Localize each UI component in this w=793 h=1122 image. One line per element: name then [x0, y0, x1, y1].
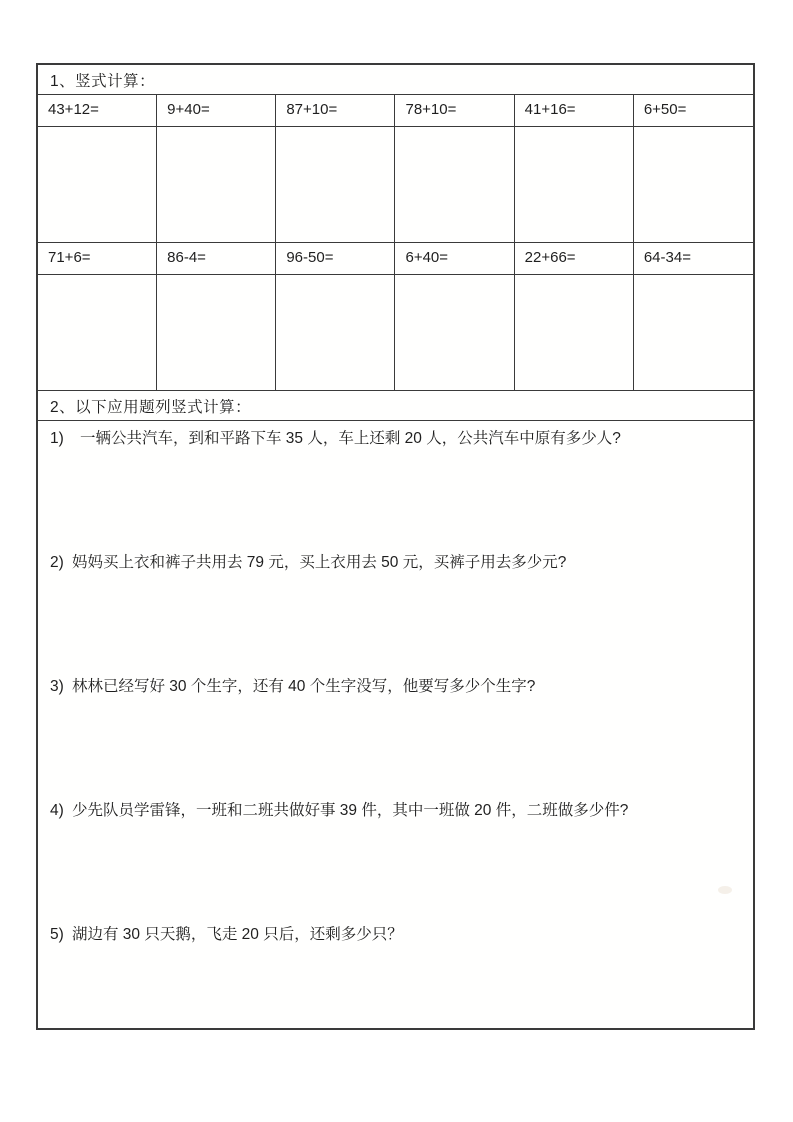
problem-text: 林林已经写好 30 个生字，还有 40 个生字没写，他要写多少个生字?: [72, 678, 536, 695]
calc-grid: [38, 95, 753, 391]
calc-problem: 64-34=: [634, 243, 753, 275]
workspace-cell: [276, 275, 395, 391]
workspace-cell: [157, 275, 276, 391]
workspace-cell: [515, 127, 634, 243]
word-problem-4: [48, 801, 739, 821]
workspace-cell: [38, 275, 157, 391]
word-problem-5: [48, 925, 739, 945]
problem-number: 5): [50, 926, 64, 943]
problem-number: 2): [50, 554, 64, 571]
worksheet-table: [36, 63, 755, 1030]
problem-number: 1): [50, 430, 64, 447]
word-problems-area: [38, 421, 753, 1025]
section2-header: [38, 391, 753, 421]
scan-smudge: [718, 886, 732, 894]
workspace-cell: [157, 127, 276, 243]
workspace-cell: [515, 275, 634, 391]
workspace-cell: [395, 127, 514, 243]
workspace-cell: [634, 127, 753, 243]
calc-problem: 86-4=: [157, 243, 276, 275]
workspace-cell: [38, 127, 157, 243]
calc-problem: 41+16=: [515, 95, 634, 127]
calc-problem: 96-50=: [276, 243, 395, 275]
workspace-cell: [634, 275, 753, 391]
calc-problem: 43+12=: [38, 95, 157, 127]
word-problem-2: [48, 553, 739, 573]
problem-number: 4): [50, 802, 64, 819]
calc-problem: 6+40=: [395, 243, 514, 275]
word-problem-3: [48, 677, 739, 697]
calc-problem: 6+50=: [634, 95, 753, 127]
calc-problem: 78+10=: [395, 95, 514, 127]
problem-number: 3): [50, 678, 64, 695]
problem-text: 一辆公共汽车，到和平路下车 35 人，车上还剩 20 人，公共汽车中原有多少人?: [80, 430, 621, 447]
calc-problem: 87+10=: [276, 95, 395, 127]
calc-problem: 9+40=: [157, 95, 276, 127]
section2-title: 2、以下应用题列竖式计算：: [50, 398, 252, 416]
section1-title: 1、竖式计算：: [50, 72, 156, 90]
section1-header: [38, 65, 753, 95]
problem-text: 妈妈买上衣和裤子共用去 79 元，买上衣用去 50 元，买裤子用去多少元?: [72, 554, 567, 571]
calc-problem: 71+6=: [38, 243, 157, 275]
problem-text: 湖边有 30 只天鹅，飞走 20 只后，还剩多少只？: [72, 926, 403, 943]
workspace-cell: [395, 275, 514, 391]
problem-text: 少先队员学雷锋，一班和二班共做好事 39 件，其中一班做 20 件，二班做多少件?: [72, 802, 629, 819]
workspace-cell: [276, 127, 395, 243]
word-problem-1: [48, 429, 739, 449]
calc-problem: 22+66=: [515, 243, 634, 275]
